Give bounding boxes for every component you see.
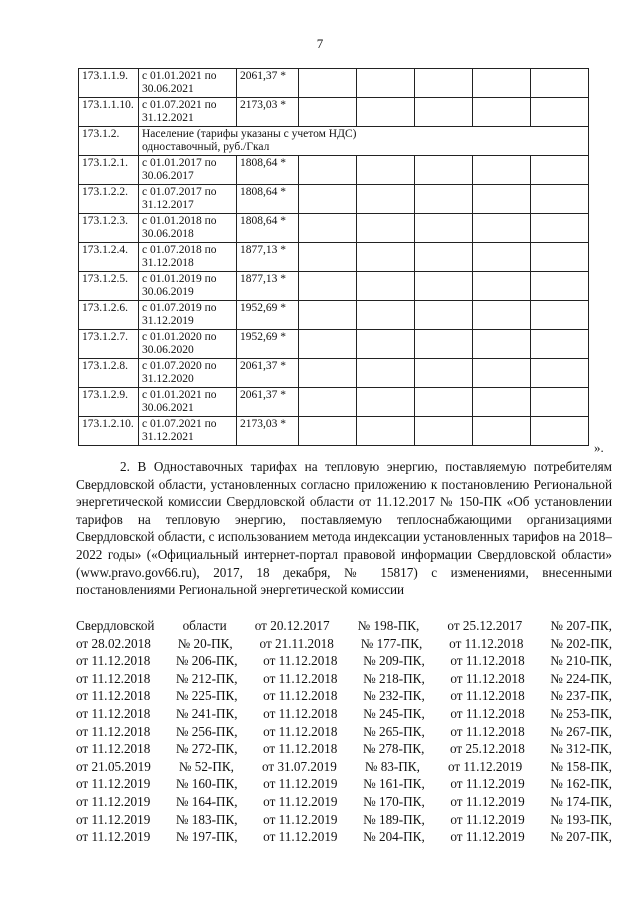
empty-cell	[531, 359, 589, 388]
empty-cell	[299, 243, 357, 272]
reference-token: от 20.12.2017	[254, 618, 330, 633]
reference-token: № 207-ПК,	[550, 618, 612, 633]
reference-token: от 11.12.2019	[76, 776, 151, 792]
reference-token: № 202-ПК,	[550, 635, 612, 651]
reference-token: № 265-ПК,	[363, 723, 425, 739]
reference-token: от 11.12.2018	[76, 705, 151, 721]
empty-cell	[357, 243, 415, 272]
reference-token: от 11.12.2018	[450, 688, 525, 704]
empty-cell	[531, 214, 589, 243]
empty-cell	[357, 359, 415, 388]
reference-token: от 11.12.2019	[447, 758, 523, 774]
empty-cell	[357, 301, 415, 330]
reference-token: от 11.12.2018	[76, 653, 151, 669]
table-row	[79, 127, 589, 156]
reference-line	[76, 705, 612, 723]
empty-cell	[415, 301, 473, 330]
reference-token: № 177-ПК,	[360, 635, 423, 651]
reference-token: Свердловской	[76, 618, 155, 633]
tariff-table	[78, 68, 589, 446]
empty-cell	[473, 359, 531, 388]
reference-token: от 11.12.2019	[76, 811, 151, 827]
empty-cell	[357, 388, 415, 417]
reference-token: № 241-ПК,	[175, 705, 238, 721]
tariff-value-cell: 1808,64 *	[237, 156, 299, 185]
empty-cell	[415, 156, 473, 185]
empty-cell	[357, 185, 415, 214]
empty-cell	[357, 417, 415, 446]
empty-cell	[299, 98, 357, 127]
empty-cell	[415, 417, 473, 446]
reference-token: № 161-ПК,	[363, 776, 425, 792]
row-code-cell: 173.1.2.7.	[79, 330, 139, 359]
reference-token: от 25.12.2018	[449, 741, 525, 757]
reference-token: № 164-ПК,	[175, 793, 238, 809]
empty-cell	[299, 185, 357, 214]
period-cell: с 01.07.2017 по 31.12.2017	[139, 185, 237, 214]
empty-cell	[473, 243, 531, 272]
empty-cell	[299, 214, 357, 243]
reference-token: № 212-ПК,	[175, 670, 238, 686]
table-row	[79, 156, 589, 185]
amendment-paragraph	[76, 458, 612, 599]
row-code-cell: 173.1.1.9.	[79, 69, 139, 98]
reference-token: № 232-ПК,	[363, 688, 425, 704]
reference-line	[76, 811, 612, 829]
reference-token: от 11.12.2018	[450, 653, 525, 669]
reference-token: от 11.12.2018	[263, 723, 338, 739]
row-code-cell: 173.1.1.10.	[79, 98, 139, 127]
empty-cell	[415, 185, 473, 214]
table-row	[79, 417, 589, 446]
period-cell: с 01.07.2019 по 31.12.2019	[139, 301, 237, 330]
reference-token: № 83-ПК,	[364, 758, 420, 774]
empty-cell	[357, 69, 415, 98]
reference-line	[76, 723, 612, 741]
empty-cell	[299, 359, 357, 388]
empty-cell	[299, 301, 357, 330]
table-row	[79, 301, 589, 330]
empty-cell	[473, 185, 531, 214]
reference-token: № 210-ПК,	[550, 653, 612, 669]
reference-token: № 218-ПК,	[363, 670, 425, 686]
reference-token: от 11.12.2018	[263, 705, 338, 721]
reference-token: от 11.12.2019	[263, 776, 338, 792]
table-row	[79, 330, 589, 359]
reference-token: от 11.12.2018	[449, 635, 524, 651]
reference-token: № 206-ПК,	[175, 653, 238, 669]
reference-token: от 11.12.2018	[76, 688, 151, 704]
reference-token: № 267-ПК,	[550, 723, 612, 739]
reference-token: № 245-ПК,	[363, 705, 425, 721]
reference-line	[76, 617, 612, 635]
reference-token: от 11.12.2018	[263, 653, 338, 669]
period-cell: с 01.01.2019 по 30.06.2019	[139, 272, 237, 301]
empty-cell	[299, 417, 357, 446]
page-number: 7	[316, 36, 324, 51]
reference-token: № 207-ПК,	[550, 829, 612, 845]
tariff-value-cell: 1952,69 *	[237, 330, 299, 359]
reference-token: от 11.12.2018	[450, 705, 525, 721]
reference-token: № 160-ПК,	[175, 776, 238, 792]
empty-cell	[415, 214, 473, 243]
tariff-value-cell: 2173,03 *	[237, 98, 299, 127]
reference-token: № 20-ПК,	[177, 635, 233, 651]
tariff-value-cell: 2061,37 *	[237, 359, 299, 388]
empty-cell	[473, 330, 531, 359]
table-row	[79, 185, 589, 214]
reference-token: от 11.12.2019	[76, 793, 151, 809]
table-row	[79, 359, 589, 388]
reference-token: № 183-ПК,	[175, 811, 238, 827]
empty-cell	[473, 301, 531, 330]
reference-token: № 204-ПК,	[363, 829, 425, 845]
row-code-cell: 173.1.2.3.	[79, 214, 139, 243]
empty-cell	[531, 243, 589, 272]
tariff-value-cell: 1952,69 *	[237, 301, 299, 330]
reference-token: № 237-ПК,	[550, 688, 612, 704]
empty-cell	[415, 330, 473, 359]
reference-token: от 11.12.2018	[263, 670, 338, 686]
period-cell: с 01.07.2020 по 31.12.2020	[139, 359, 237, 388]
reference-token: от 11.12.2019	[450, 793, 525, 809]
empty-cell	[531, 69, 589, 98]
reference-token: от 21.11.2018	[259, 635, 334, 651]
reference-line	[76, 740, 612, 758]
table-closing-quote: ».	[594, 440, 604, 455]
reference-token: от 11.12.2018	[263, 688, 338, 704]
row-code-cell: 173.1.2.1.	[79, 156, 139, 185]
empty-cell	[415, 243, 473, 272]
tariff-value-cell: 2061,37 *	[237, 69, 299, 98]
reference-token: № 189-ПК,	[363, 811, 425, 827]
reference-token: № 312-ПК,	[550, 741, 612, 757]
empty-cell	[531, 301, 589, 330]
period-cell: с 01.01.2021 по 30.06.2021	[139, 69, 237, 98]
reference-token: № 52-ПК,	[178, 758, 234, 774]
row-code-cell: 173.1.2.2.	[79, 185, 139, 214]
paragraph-text: 2. В Одноставочных тарифах на тепловую энергию, поставляемую потребителям Свердловской области, установленных согласно приложению к постановлению Региональной энергетической комиссии Свердловской области от 11.12.2017 № 150-ПК «Об установлении тарифов на тепловую энергию, поставляемую теплоснабжающими организациями Свердловской области, с использованием метода индексации установленных тарифов на 2018–2022 годы» («Официальный интернет-портал правовой информации Свердловской области» (www.pravo.gov66.ru), 2017, 18 декабря, № 15817) с изменениями, внесенными постановлениями Региональной энергетической комиссии	[76, 459, 612, 598]
reference-token: области	[182, 618, 227, 633]
reference-token: от 11.12.2018	[76, 670, 151, 686]
reference-line	[76, 758, 612, 776]
reference-token: от 11.12.2019	[450, 776, 525, 792]
reference-token: от 11.12.2018	[76, 741, 151, 757]
reference-token: № 209-ПК,	[363, 653, 425, 669]
period-cell: с 01.07.2018 по 31.12.2018	[139, 243, 237, 272]
tariff-value-cell: 1877,13 *	[237, 272, 299, 301]
period-cell: с 01.01.2021 по 30.06.2021	[139, 388, 237, 417]
empty-cell	[473, 272, 531, 301]
reference-token: № 170-ПК,	[363, 793, 425, 809]
reference-token: от 21.05.2019	[76, 758, 151, 774]
empty-cell	[531, 272, 589, 301]
empty-cell	[299, 272, 357, 301]
table-row	[79, 69, 589, 98]
empty-cell	[357, 272, 415, 301]
period-cell: с 01.07.2021 по 31.12.2021	[139, 98, 237, 127]
empty-cell	[415, 272, 473, 301]
empty-cell	[415, 359, 473, 388]
empty-cell	[473, 388, 531, 417]
table-row	[79, 388, 589, 417]
reference-token: от 11.12.2018	[450, 670, 525, 686]
empty-cell	[357, 330, 415, 359]
reference-token: от 11.12.2018	[450, 723, 525, 739]
reference-line	[76, 670, 612, 688]
reference-token: от 31.07.2019	[261, 758, 337, 774]
row-code-cell: 173.1.2.9.	[79, 388, 139, 417]
empty-cell	[531, 417, 589, 446]
table-row	[79, 98, 589, 127]
empty-cell	[415, 98, 473, 127]
reference-token: № 225-ПК,	[175, 688, 238, 704]
empty-cell	[531, 156, 589, 185]
empty-cell	[531, 330, 589, 359]
reference-token: № 162-ПК,	[550, 776, 612, 792]
empty-cell	[473, 98, 531, 127]
reference-token: № 256-ПК,	[175, 723, 238, 739]
empty-cell	[299, 69, 357, 98]
empty-cell	[357, 214, 415, 243]
tariff-value-cell: 1877,13 *	[237, 243, 299, 272]
section-description-cell	[139, 127, 589, 156]
reference-token: от 11.12.2019	[263, 811, 338, 827]
empty-cell	[299, 388, 357, 417]
reference-token: от 11.12.2019	[263, 829, 338, 845]
tariff-value-cell: 2061,37 *	[237, 388, 299, 417]
empty-cell	[357, 98, 415, 127]
reference-token: № 272-ПК,	[175, 741, 238, 757]
empty-cell	[473, 69, 531, 98]
empty-cell	[531, 388, 589, 417]
period-cell: с 01.01.2020 по 30.06.2020	[139, 330, 237, 359]
row-code-cell: 173.1.2.	[79, 127, 139, 156]
reference-token: № 158-ПК,	[550, 758, 612, 774]
tariff-value-cell: 1808,64 *	[237, 185, 299, 214]
reference-line	[76, 652, 612, 670]
tariff-value-cell: 2173,03 *	[237, 417, 299, 446]
reference-token: № 198-ПК,	[357, 618, 420, 633]
empty-cell	[415, 69, 473, 98]
reference-token: от 11.12.2018	[76, 723, 151, 739]
reference-line	[76, 775, 612, 793]
reference-token: № 278-ПК,	[362, 741, 425, 757]
tariff-value-cell: 1808,64 *	[237, 214, 299, 243]
reference-token: от 11.12.2019	[263, 793, 338, 809]
empty-cell	[531, 185, 589, 214]
period-cell: с 01.01.2018 по 30.06.2018	[139, 214, 237, 243]
row-code-cell: 173.1.2.8.	[79, 359, 139, 388]
row-code-cell: 173.1.2.10.	[79, 417, 139, 446]
empty-cell	[473, 156, 531, 185]
reference-token: от 11.12.2019	[450, 829, 525, 845]
row-code-cell: 173.1.2.5.	[79, 272, 139, 301]
reference-token: от 28.02.2018	[76, 635, 151, 651]
table-row	[79, 243, 589, 272]
reference-token: № 224-ПК,	[550, 670, 612, 686]
section-description-line: одноставочный, руб./Гкал	[142, 141, 270, 153]
table-row	[79, 272, 589, 301]
empty-cell	[299, 156, 357, 185]
reference-token: № 253-ПК,	[550, 705, 612, 721]
empty-cell	[299, 330, 357, 359]
table-row	[79, 214, 589, 243]
reference-line	[76, 793, 612, 811]
reference-line	[76, 635, 612, 653]
reference-token: № 193-ПК,	[550, 811, 612, 827]
reference-line	[76, 687, 612, 705]
empty-cell	[531, 98, 589, 127]
section-description-line: Население (тарифы указаны с учетом НДС)	[142, 128, 357, 140]
reference-token: от 25.12.2017	[447, 618, 523, 633]
empty-cell	[415, 388, 473, 417]
period-cell: с 01.01.2017 по 30.06.2017	[139, 156, 237, 185]
reference-token: от 11.12.2019	[76, 829, 151, 845]
reference-line	[76, 828, 612, 846]
reference-token: от 11.12.2019	[450, 811, 525, 827]
row-code-cell: 173.1.2.4.	[79, 243, 139, 272]
reference-token: от 11.12.2018	[262, 741, 338, 757]
row-code-cell: 173.1.2.6.	[79, 301, 139, 330]
empty-cell	[473, 417, 531, 446]
period-cell: с 01.07.2021 по 31.12.2021	[139, 417, 237, 446]
empty-cell	[473, 214, 531, 243]
reference-token: № 197-ПК,	[175, 829, 238, 845]
empty-cell	[357, 156, 415, 185]
reference-list	[76, 617, 612, 846]
reference-token: № 174-ПК,	[550, 793, 612, 809]
